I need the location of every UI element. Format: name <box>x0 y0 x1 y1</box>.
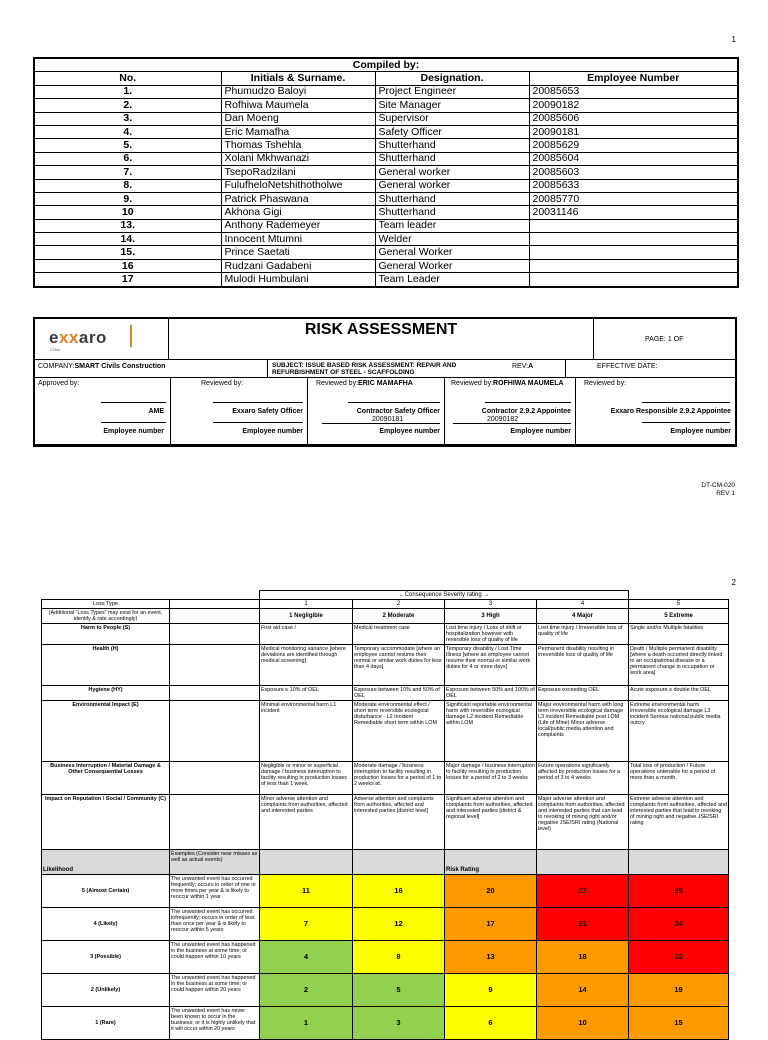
employee-number-label: Employee number <box>510 428 571 435</box>
likelihood-row <box>42 875 729 908</box>
row-number: 8. <box>34 179 221 192</box>
risk-score-cell: 13 <box>445 941 537 974</box>
row-number: 7. <box>34 166 221 179</box>
consequence-row <box>42 762 729 795</box>
blank-cell <box>170 645 260 686</box>
consequence-row <box>42 645 729 686</box>
reviewed-by-label: Reviewed by: <box>316 380 359 387</box>
likelihood-level: 3 (Possible) <box>42 941 170 974</box>
severity-number: 1 <box>260 600 353 609</box>
loss-type-label: Loss Type <box>42 600 170 609</box>
employee-number-cell <box>529 233 738 246</box>
consequence-description: Extreme environmental harm irreversible ecological damage L3 incident Serious national public media outcry <box>629 701 729 762</box>
reviewer-eric: ERIC MAMAFHA <box>358 380 413 387</box>
designation-cell: Shutterhand <box>375 152 529 165</box>
risk-score-cell: 18 <box>537 941 629 974</box>
loss-type-note: (Additional “Loss Types” may exist for an event, identify & rate accordingly) <box>42 609 170 624</box>
doc-code-number: DT-CM-020 <box>701 482 735 489</box>
employee-number-label: Employee number <box>242 428 303 435</box>
ame-label: AME <box>148 408 164 415</box>
logo-bar <box>130 325 132 347</box>
likelihood-example: The unwanted event has occurred frequently; occurs in order of one or more times per year & is likely to reoccur within 1 year <box>170 875 260 908</box>
table-row <box>34 179 738 192</box>
employee-number-eric: 20090181 <box>372 416 404 423</box>
blank-cell <box>170 591 260 600</box>
consequence-description: Significant adverse attention and complaints from authorities, affected and interested parties [district & regional level] <box>445 795 537 850</box>
risk-score-cell: 1 <box>260 1007 353 1040</box>
likelihood-example: The unwanted event has never been known to occur in the business; or it is highly unlikely that it will occur within 20 years <box>170 1007 260 1040</box>
logo-cell <box>35 319 169 360</box>
employee-number-cell: 20085603 <box>529 166 738 179</box>
designation-cell: Shutterhand <box>375 139 529 152</box>
severity-label: 2 Moderate <box>353 609 445 624</box>
employee-number-cell: 20085770 <box>529 192 738 205</box>
name-cell: Akhona Gigi <box>221 206 375 219</box>
likelihood-row <box>42 1007 729 1040</box>
likelihood-example: The unwanted event has happened in the business at some time; or could happen within 20 years <box>170 974 260 1007</box>
subject-cell <box>268 360 566 378</box>
blank-cell <box>170 795 260 850</box>
risk-score-cell: 6 <box>445 1007 537 1040</box>
consequence-description: Major damage / business interruption to facility resulting in production losses for a period of 2 to 3 weeks <box>445 762 537 795</box>
row-number: 3. <box>34 112 221 125</box>
table-row <box>34 246 738 259</box>
company-label: COMPANY: <box>38 363 75 370</box>
risk-score-cell: 16 <box>353 875 445 908</box>
risk-score-cell: 9 <box>445 974 537 1007</box>
name-cell: Thomas Tshehla <box>221 139 375 152</box>
reviewed-by-label: Reviewed by: <box>451 380 494 387</box>
row-number: 1. <box>34 85 221 98</box>
designation-cell: Welder <box>375 233 529 246</box>
consequence-type-label: Hygiene (HY) <box>42 686 170 701</box>
employee-number-cell: 20090181 <box>529 125 738 138</box>
likelihood-row <box>42 908 729 941</box>
employee-number-cell: 20031146 <box>529 206 738 219</box>
consequence-description: Moderate environmental effect / short term reversible ecological disturbance - L2 Incident Remediable short term within LOM <box>353 701 445 762</box>
risk-score-cell: 7 <box>260 908 353 941</box>
risk-score-cell: 3 <box>353 1007 445 1040</box>
consequence-description: Exposure exceeding OEL <box>537 686 629 701</box>
rev-value: A <box>528 363 534 370</box>
doc-code-rev: REV 1 <box>716 490 735 497</box>
table-row <box>34 139 738 152</box>
row-number: 9. <box>34 192 221 205</box>
likelihood-example: The unwanted event has happened in the business at some time; or could happen within 10 years <box>170 941 260 974</box>
column-header: Designation. <box>375 72 529 85</box>
employee-number-cell: 20085629 <box>529 139 738 152</box>
examples-header: Examples (Consider near misses as well as actual events) <box>170 850 260 875</box>
employee-number-cell: 20085604 <box>529 152 738 165</box>
likelihood-row <box>42 941 729 974</box>
reviewed-exxaro-cell <box>171 378 308 445</box>
consequence-description: Death / Multiple permanent disability [where a death occurred directly linked to an occupational disease or a permanent change in occupation or work area] <box>629 645 729 686</box>
designation-cell: Site Manager <box>375 99 529 112</box>
consequence-description: Future operations significantly affected by production losses for a period of 3 to 4 weeks <box>537 762 629 795</box>
consequence-description: Lost time injury / Irreversible loss of quality of life <box>537 624 629 645</box>
table-row <box>34 85 738 98</box>
employee-number-cell <box>529 219 738 232</box>
blank-cell <box>170 762 260 795</box>
risk-score-cell: 17 <box>445 908 537 941</box>
risk-score-cell: 4 <box>260 941 353 974</box>
row-number: 14. <box>34 233 221 246</box>
severity-label: 5 Extreme <box>629 609 729 624</box>
employee-number-label: Employee number <box>103 428 164 435</box>
designation-cell: General Worker <box>375 246 529 259</box>
page-number: 2 <box>731 578 736 587</box>
compiled-by-table <box>33 57 739 288</box>
name-cell: FulufheloNetshithotholwe <box>221 179 375 192</box>
row-number: 10 <box>34 206 221 219</box>
row-number: 2. <box>34 99 221 112</box>
employee-number-cell: 20085606 <box>529 112 738 125</box>
consequence-description: Moderate damage / business interruption to facility resulting in production losses for a period of 1 to 2 weeks at. <box>353 762 445 795</box>
company-cell <box>35 360 268 378</box>
blank-cell <box>260 850 353 875</box>
consequence-description: Medical monitoring variance [where deviations are identified through medical screening] <box>260 645 353 686</box>
designation-cell: General worker <box>375 166 529 179</box>
risk-score-cell: 21 <box>537 908 629 941</box>
reviewed-eric-cell <box>308 378 445 445</box>
effective-cell <box>566 360 735 378</box>
likelihood-row <box>42 974 729 1007</box>
consequence-type-label: Harm to People (S) <box>42 624 170 645</box>
consequence-description: Major environmental harm with long term irreversible ecological damage L3 incident Remediable post LOM (Life of Mine) Minor adverse local/public media attention and complaints <box>537 701 629 762</box>
table-row <box>34 206 738 219</box>
consequence-header-row <box>42 591 729 600</box>
employee-number-cell: 20090182 <box>529 99 738 112</box>
blank-cell <box>170 686 260 701</box>
severity-label: 1 Negligible <box>260 609 353 624</box>
risk-score-cell: 5 <box>353 974 445 1007</box>
table-row <box>34 273 738 287</box>
subject-text: SUBJECT: ISSUE BASED RISK ASSESSMENT: REPAIR AND REFURBISHMENT OF STEEL - SCAFFOLDING <box>272 362 457 376</box>
designation-cell: General Worker <box>375 259 529 272</box>
reviewed-rofhiwa-cell <box>445 378 576 445</box>
name-cell: Phumudzo Baloyi <box>221 85 375 98</box>
consequence-type-label: Impact on Reputation / Social / Community (C) <box>42 795 170 850</box>
risk-score-cell: 8 <box>353 941 445 974</box>
row-number: 6. <box>34 152 221 165</box>
page-number: 1 <box>731 35 736 44</box>
severity-number: 2 <box>353 600 445 609</box>
table-row <box>34 219 738 232</box>
consequence-description: Lost time injury / Loss of shift or hospitalization however with reversible loss of quality of life <box>445 624 537 645</box>
title-cell <box>169 319 594 360</box>
table-row <box>34 192 738 205</box>
blank-cell <box>42 591 170 600</box>
row-number: 15. <box>34 246 221 259</box>
page-of-label: PAGE: 1 OF <box>645 336 684 343</box>
designation-cell: Shutterhand <box>375 192 529 205</box>
rev-label: REV: <box>512 363 529 370</box>
consequence-description: Total loss of production / Future operations untenable for a period of more than a month. <box>629 762 729 795</box>
blank-cell <box>353 850 445 875</box>
employee-number-cell <box>529 273 738 287</box>
name-cell: Prince Saetati <box>221 246 375 259</box>
table-row <box>34 125 738 138</box>
compiled-by-title: Compiled by: <box>34 58 738 72</box>
name-cell: Patrick Phaswana <box>221 192 375 205</box>
likelihood-level: 4 (Likely) <box>42 908 170 941</box>
severity-label-row <box>42 609 729 624</box>
consequence-description: Temporary disability / Lost Time Illness [where an employee cannot resume their normal or similar work duties for 4 or more days] <box>445 645 537 686</box>
risk-score-cell: 24 <box>629 908 729 941</box>
designation-cell: Safety Officer <box>375 125 529 138</box>
risk-score-cell: 11 <box>260 875 353 908</box>
risk-assessment-title: RISK ASSESSMENT <box>304 321 458 338</box>
row-number: 13. <box>34 219 221 232</box>
consequence-description: Medical treatment case <box>353 624 445 645</box>
designation-cell: General worker <box>375 179 529 192</box>
risk-matrix-table <box>41 590 729 1040</box>
likelihood-header-row <box>42 850 729 875</box>
blank-cell <box>629 850 729 875</box>
consequence-description: Acute exposure ≥ double the OEL <box>629 686 729 701</box>
column-header: Initials & Surname. <box>221 72 375 85</box>
consequence-description: Minor adverse attention and complaints from authorities, affected and interested parties <box>260 795 353 850</box>
name-cell: Rudzani Gadabeni <box>221 259 375 272</box>
name-cell: Dan Moeng <box>221 112 375 125</box>
name-cell: TsepoRadzilani <box>221 166 375 179</box>
consequence-description: Temporary accommodate [where an employee cannot resume their normal or similar work duties for less than 4 days] <box>353 645 445 686</box>
consequence-description: Major adverse attention and complaints from authorities, affected and interested parties that can lead to revoking of mining right and/or negative JSE/SRI rating (National level) <box>537 795 629 850</box>
reviewed-by-label: Reviewed by: <box>201 380 244 387</box>
table-row <box>34 233 738 246</box>
name-cell: Rofhiwa Maumela <box>221 99 375 112</box>
consequence-severity-header: ←Consequence Severity rating → <box>260 591 629 600</box>
consequence-description: Permanent disability resulting in irreversible loss of quality of life <box>537 645 629 686</box>
logo-subtitle: COAL <box>50 347 61 352</box>
risk-score-cell: 19 <box>629 974 729 1007</box>
designation-cell: Shutterhand <box>375 206 529 219</box>
approved-cell <box>35 378 171 445</box>
risk-assessment-header <box>33 317 737 447</box>
name-cell: Anthony Rademeyer <box>221 219 375 232</box>
risk-score-cell: 15 <box>629 1007 729 1040</box>
risk-score-cell: 14 <box>537 974 629 1007</box>
consequence-description: Minimal environmental harm L1 incident <box>260 701 353 762</box>
employee-number-cell <box>529 259 738 272</box>
exxaro-safety-officer-label: Exxaro Safety Officer <box>232 408 303 415</box>
column-header: No. <box>34 72 221 85</box>
row-number: 17 <box>34 273 221 287</box>
risk-score-cell: 23 <box>537 875 629 908</box>
employee-number-label: Employee number <box>670 428 731 435</box>
consequence-row <box>42 686 729 701</box>
contractor-safety-officer-label: Contractor Safety Officer <box>356 408 440 415</box>
designation-cell: Supervisor <box>375 112 529 125</box>
reviewed-by-label: Reviewed by: <box>584 380 627 387</box>
likelihood-level: 2 (Unlikely) <box>42 974 170 1007</box>
severity-number-row <box>42 600 729 609</box>
consequence-description: First aid case / <box>260 624 353 645</box>
consequence-row <box>42 795 729 850</box>
name-cell: Mulodi Humbulani <box>221 273 375 287</box>
blank-cell <box>629 591 729 600</box>
likelihood-example: The unwanted event has occurred infrequently; occurs in order of less than once per year & is likely to reoccur within 5 years <box>170 908 260 941</box>
blank-cell <box>170 701 260 762</box>
consequence-type-label: Health (H) <box>42 645 170 686</box>
table-row <box>34 259 738 272</box>
severity-label: 3 High <box>445 609 537 624</box>
risk-score-cell: 2 <box>260 974 353 1007</box>
risk-score-cell: 12 <box>353 908 445 941</box>
name-cell: Eric Mamafha <box>221 125 375 138</box>
exxaro-responsible-appointee-label: Exxaro Responsible 2.9.2 Appointee <box>610 408 731 415</box>
company-name: SMART Civils Construction <box>74 363 166 370</box>
contractor-292-appointee-label: Contractor 2.9.2 Appointee <box>481 408 571 415</box>
table-row <box>34 99 738 112</box>
reviewed-exxaro-responsible-cell <box>576 378 735 445</box>
blank-cell <box>170 600 260 609</box>
consequence-description: Exposure between 50% and 100% of OEL <box>446 687 535 699</box>
row-number: 16 <box>34 259 221 272</box>
name-cell: Xolani Mkhwanazi <box>221 152 375 165</box>
effective-date-label: EFFECTIVE DATE: <box>597 363 658 370</box>
risk-score-cell: 25 <box>629 875 729 908</box>
likelihood-level: 5 (Almost Certain) <box>42 875 170 908</box>
designation-cell: Project Engineer <box>375 85 529 98</box>
reviewer-rofhiwa: ROFHIWA MAUMELA <box>493 380 564 387</box>
blank-cell <box>170 624 260 645</box>
row-number: 4. <box>34 125 221 138</box>
likelihood-level: 1 (Rare) <box>42 1007 170 1040</box>
blank-cell <box>537 850 629 875</box>
consequence-description: Adverse attention and complaints from authorities, affected and interested parties [district level] <box>353 795 445 850</box>
risk-score-cell: 22 <box>629 941 729 974</box>
document-code <box>701 482 735 498</box>
blank-cell <box>170 609 260 624</box>
column-header: Employee Number <box>529 72 738 85</box>
consequence-type-label: Business Interruption / Material Damage & Other Consequential Losses <box>42 762 170 795</box>
consequence-description: Negligible or minor or superficial damage / business interruption to facility resulting in production losses of less than 1 week. <box>260 762 353 795</box>
consequence-description: Significant reportable environmental harm with reversible ecological damage L2 incident Remediable within LOM <box>445 701 537 762</box>
likelihood-label: Likelihood <box>42 850 170 875</box>
severity-number: 3 <box>445 600 537 609</box>
consequence-row <box>42 624 729 645</box>
employee-number-cell: 20085653 <box>529 85 738 98</box>
severity-number: 4 <box>537 600 629 609</box>
consequence-type-label: Environmental Impact (E) <box>42 701 170 762</box>
page-cell <box>594 319 735 360</box>
risk-score-cell: 20 <box>445 875 537 908</box>
approved-by-label: Approved by: <box>38 380 80 387</box>
designation-cell: Team leader <box>375 219 529 232</box>
table-row <box>34 166 738 179</box>
table-row <box>34 112 738 125</box>
employee-number-cell: 20085633 <box>529 179 738 192</box>
row-number: 5. <box>34 139 221 152</box>
employee-number-rofhiwa: 20090182 <box>487 416 519 423</box>
name-cell: Innocent Mtumni <box>221 233 375 246</box>
severity-label: 4 Major <box>537 609 629 624</box>
risk-rating-label: Risk Rating <box>445 850 537 875</box>
exxaro-logo: exxaro <box>49 328 107 347</box>
table-row <box>34 152 738 165</box>
designation-cell: Team Leader <box>375 273 529 287</box>
consequence-description: Single and/or Multiple fatalities <box>629 624 729 645</box>
risk-score-cell: 10 <box>537 1007 629 1040</box>
consequence-description: Exposure ≤ 10% of OEL <box>260 686 353 701</box>
employee-number-label: Employee number <box>379 428 440 435</box>
consequence-description: Extreme adverse attention and complaints from authorities, affected and interested parties that lead to revoking of mining right and negative JSE/SRI rating <box>629 795 729 850</box>
employee-number-cell <box>529 246 738 259</box>
consequence-description: Exposure between 10% and 50% of OEL <box>353 686 445 701</box>
severity-number: 5 <box>629 600 729 609</box>
consequence-row <box>42 701 729 762</box>
